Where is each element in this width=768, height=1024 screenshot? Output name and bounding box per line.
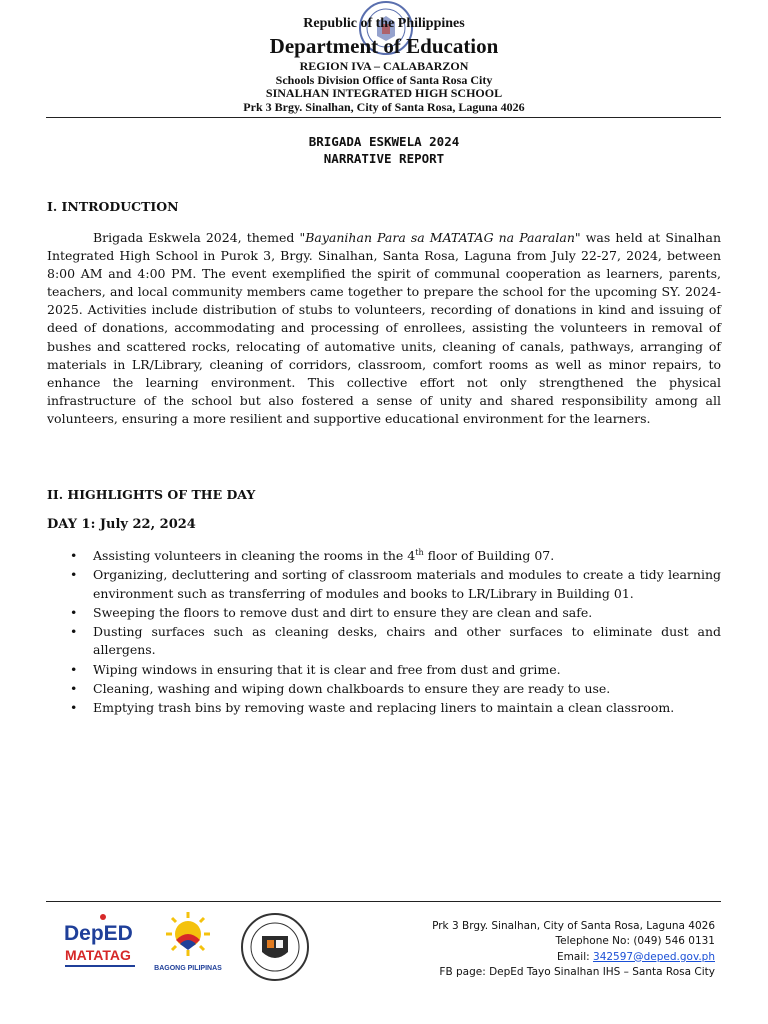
list-item: • Sweeping the floors to remove dust and dirt to ensure they are clean and safe. [47,604,721,622]
deped-matatag-logo-icon [62,912,138,974]
header-department: Department of Education [269,34,499,58]
bullet-icon: • [70,700,78,716]
list-item: • Assisting volunteers in cleaning the rooms in the 4th floor of Building 07. [47,547,721,565]
header-republic: Republic of the Philippines [303,16,465,31]
highlights-heading: II. HIGHLIGHTS OF THE DAY [47,487,256,502]
bullet-icon: • [70,661,78,677]
bullet-icon: • [70,681,78,697]
list-item: • Wiping windows in ensuring that it is clear and free from dust and grime. [47,661,721,679]
list-item: • Dusting surfaces such as cleaning desks, chairs and other surfaces to eliminate dust and allergens. [70,624,721,658]
bullet-icon: • [70,567,78,583]
footer-telephone: Telephone No: (049) 546 0131 [555,935,715,948]
footer-divider [46,901,721,902]
header-address: Prk 3 Brgy. Sinalhan, City of Santa Rosa, Laguna 4026 [243,100,525,114]
footer-fb-page: FB page: DepEd Tayo Sinalhan IHS – Santa Rosa City [439,965,715,978]
list-item: • Emptying trash bins by removing waste and replacing liners to maintain a clean classroom. [47,699,721,717]
report-subtitle: NARRATIVE REPORT [323,151,445,166]
introduction-paragraph: Brigada Eskwela 2024, themed "Bayanihan Para sa MATATAG na Paaralan" was held at Sinalhan Integrated High School in Purok 3, Brgy. Sinalhan, Santa Rosa, Laguna from July 22-27, 2024, between 8:00 AM and 4:00 PM. The event exemplified the spirit of communal cooperation as learners, parents, teachers, and local community members came together to prepare the school for the upcoming SY. 2024-2025. Activities include distribution of stubs to volunteers, recording of donations in kind and issuing of deed of donations, accommodating and processing of enrollees, assisting the volunteers in removal of bushes and scattered rocks, relocating of automative units, cleaning of canals, pathways, arranging of materials in LR/Library, cleaning of corridors, classroom, comfort rooms as well as minor repairs, to enhance the learning environment. This collective effort not only strengthened the physical infrastructure of the school but also fostered a sense of unity and shared responsibility among all volunteers, ensuring a more resilient and supportive educational environment for the learners. [47,230,721,426]
bullet-icon: • [70,624,78,640]
svg-text:BAGONG PILIPINAS: BAGONG PILIPINAS [154,965,222,972]
email-link[interactable]: 342597@deped.gov.ph [593,950,715,963]
svg-text:DepED: DepED [64,922,133,945]
footer-address: Prk 3 Brgy. Sinalhan, City of Santa Rosa, Laguna 4026 [432,920,715,932]
bullet-icon: • [70,604,78,620]
theme-quote: "Bayanihan Para sa MATATAG na Paaralan" [299,230,581,245]
svg-text:MATATAG: MATATAG [65,947,131,963]
day1-heading: DAY 1: July 22, 2024 [47,517,196,532]
report-title: BRIGADA ESKWELA 2024 [308,134,460,149]
footer-email-line: Email: 342597@deped.gov.ph [557,950,715,963]
bullet-icon: • [70,548,78,563]
day1-activity-list [47,547,721,719]
header-school: SINALHAN INTEGRATED HIGH SCHOOL [265,86,503,100]
list-item: • Cleaning, washing and wiping down chalkboards to ensure they are ready to use. [47,680,721,698]
school-seal-icon [240,912,310,982]
header-divider [46,117,721,118]
header-division: Schools Division Office of Santa Rosa City [275,73,493,87]
bagong-pilipinas-logo-icon [150,908,226,974]
introduction-heading: I. INTRODUCTION [47,199,179,214]
header-region: REGION IVA – CALABARZON [299,59,469,73]
footer-contact [432,919,715,980]
list-item: • Organizing, decluttering and sorting of classroom materials and modules to create a tidy learning environment such as transferring of modules and books to LR/Library in Building 01. [70,567,721,601]
